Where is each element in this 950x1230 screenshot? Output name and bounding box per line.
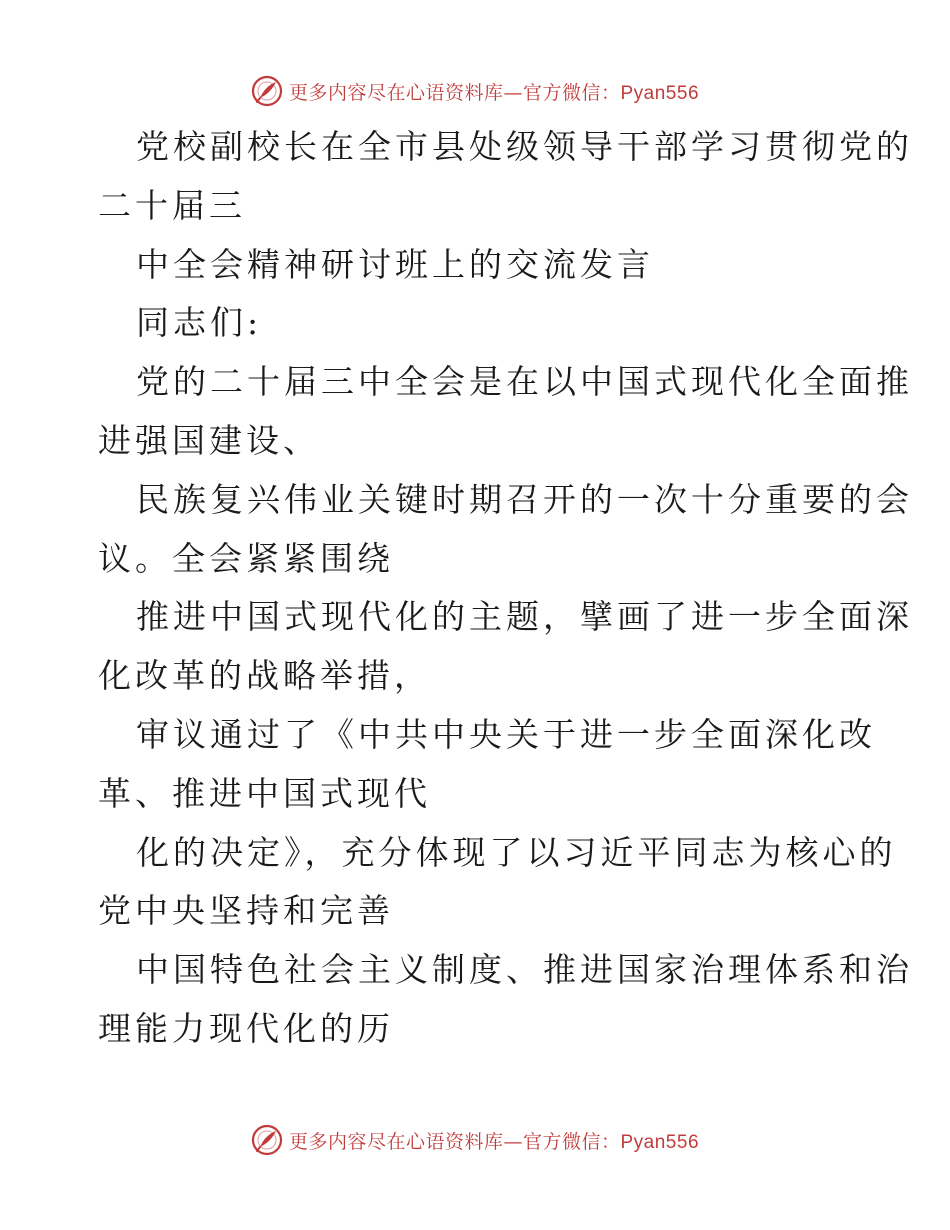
- text-line-11: 审议通过了《中共中央关于进一步全面深化改: [136, 714, 876, 754]
- quill-pen-logo-icon: [251, 1124, 283, 1156]
- text-line-6: 进强国建设、: [98, 420, 320, 460]
- text-line-8: 议。全会紧紧围绕: [98, 538, 394, 578]
- text-line-7: 民族复兴伟业关键时期召开的一次十分重要的会: [136, 479, 913, 519]
- text-line-3: 中全会精神研讨班上的交流发言: [136, 244, 654, 284]
- header-watermark: [0, 71, 950, 111]
- watermark-wechat-id: Pyan556: [620, 1131, 700, 1153]
- text-line-16: 理能力现代化的历: [98, 1008, 394, 1048]
- text-line-1: 党校副校长在全市县处级领导干部学习贯彻党的: [136, 127, 913, 166]
- watermark-text: [289, 78, 699, 105]
- text-line-12: 革、推进中国式现代: [98, 773, 431, 813]
- watermark-wechat-id: Pyan556: [620, 82, 700, 104]
- text-line-14: 党中央坚持和完善: [98, 891, 394, 931]
- text-line-10: 化改革的战略举措，: [98, 656, 431, 696]
- watermark-slogan: 更多内容尽在心语资料库—官方微信：: [288, 1130, 621, 1153]
- quill-pen-logo-icon: [251, 75, 283, 107]
- text-line-13: 化的决定》，充分体现了以习近平同志为核心的: [136, 832, 897, 872]
- text-line-5: 党的二十届三中全会是在以中国式现代化全面推: [136, 362, 913, 402]
- document-body: [98, 118, 913, 1059]
- footer-watermark: [0, 1120, 950, 1160]
- watermark-text: [289, 1127, 699, 1154]
- text-line-2: 二十届三: [98, 185, 246, 225]
- text-line-9: 推进中国式现代化的主题，擘画了进一步全面深: [136, 597, 913, 637]
- watermark-slogan: 更多内容尽在心语资料库—官方微信：: [288, 81, 621, 104]
- text-line-4: 同志们:: [136, 303, 263, 343]
- text-line-15: 中国特色社会主义制度、推进国家治理体系和治: [136, 950, 913, 990]
